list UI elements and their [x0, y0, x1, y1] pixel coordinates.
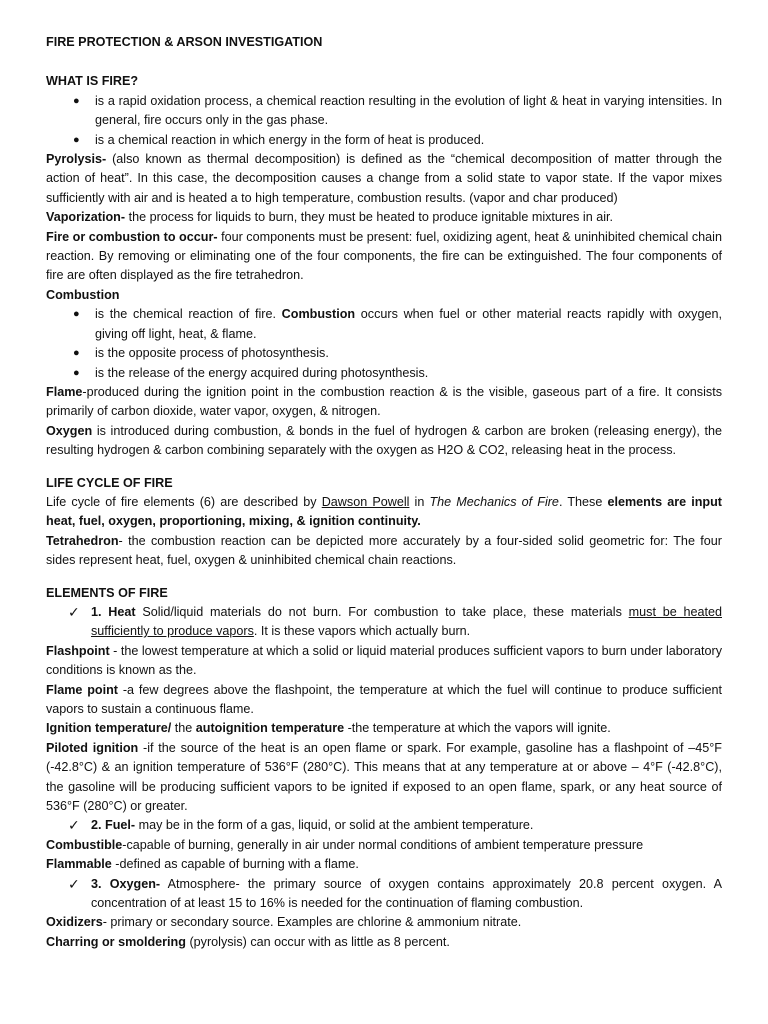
- checkmark-icon: ✓: [68, 875, 80, 892]
- term: Flammable: [46, 857, 112, 872]
- oxidizers-paragraph: Oxidizers- primary or secondary source. Examples are chlorine & ammonium nitrate.: [46, 915, 522, 930]
- combustible-paragraph: Combustible-capable of burning, generally in air under normal conditions of ambient temperature pressure: [46, 837, 644, 852]
- life-cycle-paragraph: Life cycle of fire elements (6) are described by Dawson Powell in The Mechanics of Fire. These elements are input heat, fuel, oxygen, proportioning, mixing, & ignition continuity.: [46, 494, 722, 529]
- elements-fuel-list: [46, 816, 722, 835]
- flashpoint-paragraph: Flashpoint - the lowest temperature at which a solid or liquid material produces sufficient vapors to burn under laboratory conditions is known as the.: [46, 643, 722, 678]
- tetrahedron-paragraph: Tetrahedron- the combustion reaction can be depicted more accurately by a four-sided solid geometric for: The four sides represent heat, fuel, oxygen & uninhibited chemical chain reactions.: [46, 533, 722, 568]
- list-item: ● is the chemical reaction of fire. Combustion occurs when fuel or other material reacts rapidly with oxygen, giving off light, heat, & flame.: [73, 307, 722, 341]
- charring-paragraph: Charring or smoldering (pyrolysis) can occur with as little as 8 percent.: [46, 934, 450, 949]
- term: autoignition temperature: [195, 721, 345, 736]
- list-item: ✓ 3. Oxygen- Atmosphere- the primary source of oxygen contains approximately 20.8 percent oxygen. A concentration of at least 15 to 16% is needed for the continuation of flaming combustion.: [68, 875, 722, 911]
- vaporization-paragraph: Vaporization- the process for liquids to burn, they must be heated to produce ignitable mixtures in air.: [46, 210, 614, 225]
- document-title: FIRE PROTECTION & ARSON INVESTIGATION: [46, 35, 323, 49]
- list-item: ✓ 1. Heat Solid/liquid materials do not burn. For combustion to take place, these materials must be heated sufficiently to produce vapors. It is these vapors which actually burn.: [68, 603, 722, 639]
- what-is-fire-list: [46, 92, 722, 150]
- list-item: ● is the opposite process of photosynthesis.: [46, 344, 722, 363]
- term: Piloted ignition: [46, 740, 139, 755]
- term: Oxidizers: [46, 915, 103, 930]
- bullet-icon: ●: [73, 94, 80, 107]
- list-item: ● is a chemical reaction in which energy in the form of heat is produced.: [46, 131, 722, 150]
- bullet-icon: ●: [73, 366, 80, 379]
- term: Vaporization-: [46, 210, 126, 225]
- flame-paragraph: Flame-produced during the ignition point in the combustion reaction & is the visible, gaseous part of a fire. It consists primarily of carbon dioxide, water vapor, oxygen, & nitrogen.: [46, 384, 722, 419]
- checkmark-icon: ✓: [68, 603, 80, 620]
- list-item: ● is a rapid oxidation process, a chemical reaction resulting in the evolution of light & heat in varying intensities. In general, fire occurs only in the gas phase.: [73, 93, 722, 128]
- elements-oxygen-list: [46, 875, 722, 914]
- checkmark-icon: ✓: [68, 817, 80, 834]
- term: Flame point: [46, 682, 118, 697]
- bullet-icon: ●: [73, 347, 80, 360]
- term: Charring or smoldering: [46, 934, 186, 949]
- term: Flashpoint: [46, 643, 110, 658]
- combustion-heading: Combustion: [46, 287, 120, 302]
- flammable-paragraph: Flammable -defined as capable of burning with a flame.: [46, 857, 359, 872]
- ignition-temperature-paragraph: Ignition temperature/ the autoignition temperature -the temperature at which the vapors will ignite.: [46, 721, 611, 736]
- term: Pyrolysis-: [46, 152, 107, 167]
- list-item: ✓ 2. Fuel- may be in the form of a gas, liquid, or solid at the ambient temperature.: [46, 816, 722, 835]
- section-heading-elements: ELEMENTS OF FIRE: [46, 585, 168, 600]
- book-title: The Mechanics of Fire: [429, 494, 559, 509]
- term: Fire or combustion to occur-: [46, 229, 218, 244]
- flame-point-paragraph: Flame point -a few degrees above the flashpoint, the temperature at which the fuel will continue to produce sufficient vapors to sustain a continuous flame.: [46, 682, 723, 716]
- author-link: Dawson Powell: [321, 494, 410, 509]
- fire-or-combustion-paragraph: Fire or combustion to occur- four components must be present: fuel, oxidizing agent, heat & uninhibited chemical chain reaction. By removing or eliminating one of the four components, the fire can be extinguished. The four components of fire are often displayed as the fire tetrahedron.: [46, 229, 722, 283]
- bullet-icon: ●: [73, 133, 80, 146]
- oxygen-paragraph: Oxygen is introduced during combustion, & bonds in the fuel of hydrogen & carbon are broken (releasing energy), the resulting hydrogen & carbon combining separately with the oxygen as H2O & CO2, releasing heat in the process.: [46, 423, 722, 458]
- bullet-icon: ●: [73, 308, 80, 321]
- term: Tetrahedron: [46, 533, 119, 548]
- term: Oxygen: [46, 423, 93, 438]
- list-item: ● is the release of the energy acquired during photosynthesis.: [46, 364, 722, 383]
- term: Combustible: [46, 837, 123, 852]
- section-heading-life-cycle: LIFE CYCLE OF FIRE: [46, 475, 173, 490]
- section-heading-what-is-fire: WHAT IS FIRE?: [46, 74, 139, 89]
- combustion-list: [46, 305, 722, 383]
- pyrolysis-paragraph: Pyrolysis- (also known as thermal decomposition) is defined as the “chemical decomposition of matter through the action of heat”. In this case, the decomposition causes a change from a solid state to vapor state. If the vapor mixes sufficiently with air and is heated a to high temperature, combustion results. (vapor and char produced): [46, 152, 722, 205]
- elements-heat-list: [46, 603, 722, 642]
- piloted-ignition-paragraph: Piloted ignition -if the source of the heat is an open flame or spark. For example, gasoline has a flashpoint of –45°F (-42.8°C) & an ignition temperature of 536°F (280°C). This means that at any temperature at or above – 4°F (-42.8°C), the gasoline will be producing sufficient vapors to be ignited if exposed to an open flame, spark, or any heat source of 536°F (280°C) or greater.: [46, 740, 722, 814]
- term: Flame: [46, 384, 83, 399]
- term: Ignition temperature/: [46, 721, 172, 736]
